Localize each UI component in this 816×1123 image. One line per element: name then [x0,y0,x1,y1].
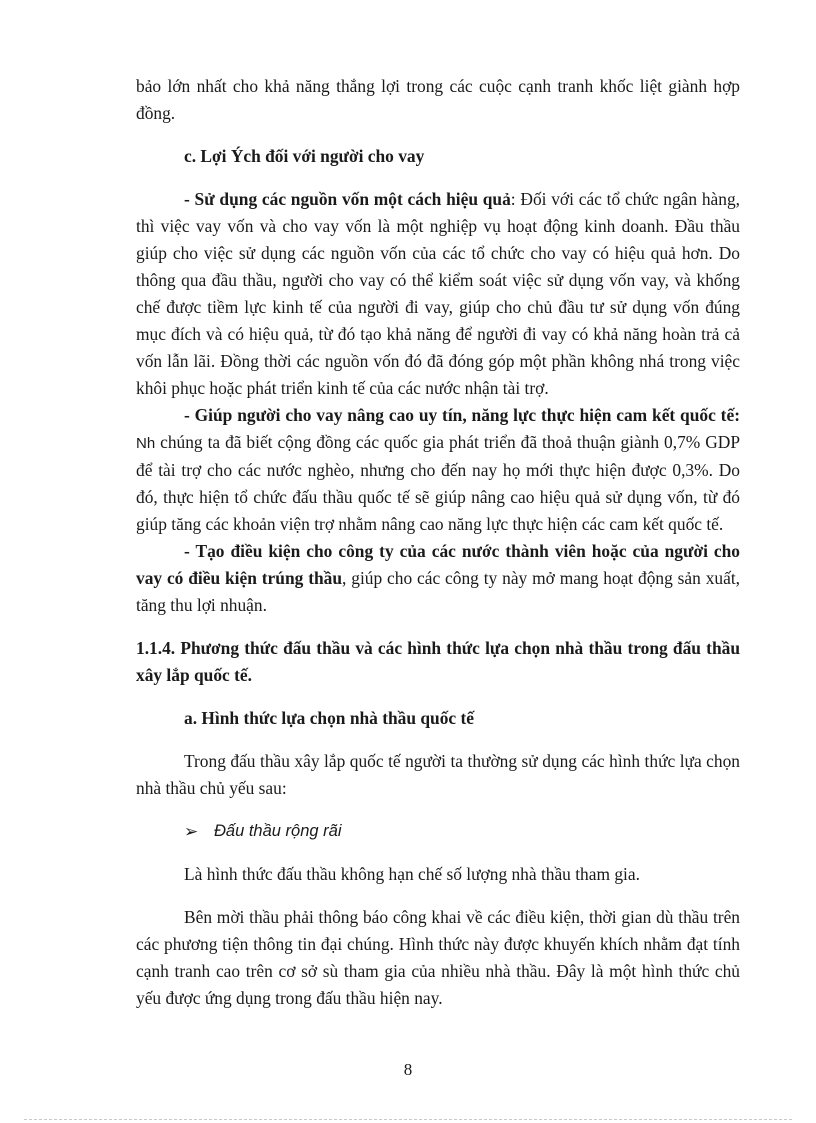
section-c-item-2 [136,402,740,538]
item-1-lead: - Sử dụng các nguồn vốn một cách hiệu quả [184,189,511,209]
page-body [136,73,740,1012]
page-number: 8 [403,1060,413,1079]
section-c-item-3 [136,538,740,619]
item-1-text: : Đối với các tổ chức ngân hàng, thì việc vay vốn và cho vay vốn là một nghiệp vụ hoạt động kinh doanh. Đầu thầu giúp cho việc sử dụng các nguồn vốn của các tổ chức cho vay có hiệu quả hơn. Do thông qua đầu thầu, người cho vay có thể kiểm soát việc sử dụng vốn vay, và khống chế được tiềm lực kinh tế của người đi vay, giúp cho chủ đầu tư sử dụng vốn đúng mục đích và có hiệu quả, từ đó tạo khả năng để người đi vay có khả năng hoàn trả cả vốn lẫn lãi. Đồng thời các nguồn vốn đó đã đóng góp một phần không nhá trong việc khôi phục hoặc phát triển kinh tế của các nước nhận tài trợ. [136,189,740,398]
section-c-item-1 [136,186,740,402]
bullet-label: Đấu thầu rộng rãi [214,822,342,840]
section-114-intro: Trong đấu thầu xây lắp quốc tế người ta thường sử dụng các hình thức lựa chọn nhà thầu chủ yếu sau: [136,751,740,798]
section-114-para-1: Là hình thức đấu thầu không hạn chế số lượng nhà thầu tham gia. [184,864,640,884]
section-114-sub-a: a. Hình thức lựa chọn nhà thầu quốc tế [184,708,475,728]
section-c-heading: c. Lợi Ých đối với người cho vay [184,146,425,166]
section-114-para-2: Bên mời thầu phải thông báo công khai về các điều kiện, thời gian dù thầu trên các phương tiện thông tin đại chúng. Hình thức này được khuyến khích nhằm đạt tính cạnh tranh cao trên cơ sở sù tham gia của nhiều nhà thầu. Đây là một hình thức chủ yếu được ứng dụng trong đấu thầu hiện nay. [136,907,740,1008]
item-3-text: , giúp cho các công ty này mở mang hoạt động sản xuất, tăng thu lợi nhuận. [136,568,741,615]
item-2-text: chúng ta đã biết cộng đồng các quốc gia phát triển đã thoả thuận giành 0,7% GDP để tài trợ cho các nước nghèo, nhưng cho đến nay họ mới thực hiện được 0,3%. Do đó, thực hiện tổ chức đấu thầu quốc tế sẽ giúp nâng cao hiệu quả sử dụng vốn, từ đó giúp tăng các khoản viện trợ nhằm nâng cao năng lực thực hiện các cam kết quốc tế. [136,432,740,534]
section-114-heading: 1.1.4. Phương thức đấu thầu và các hình thức lựa chọn nhà thầu trong đấu thầu xây lắp quốc tế. [136,638,740,685]
item-3-lead: - Tạo điều kiện cho công ty của các nước thành viên hoặc của người cho vay có điều kiện trúng thầu [136,541,740,588]
arrow-bullet-icon: ➢ [184,822,199,841]
top-paragraph: bảo lớn nhất cho khả năng thắng lợi trong các cuộc cạnh tranh khốc liệt giành hợp đồng. [136,76,740,123]
bullet-open-bidding [136,818,740,845]
item-2-lead: - Giúp người cho vay nâng cao uy tín, năng lực thực hiện cam kết quốc tế: [184,405,740,425]
item-2-nh: Nh [136,435,156,452]
page-break-divider [24,1119,792,1120]
